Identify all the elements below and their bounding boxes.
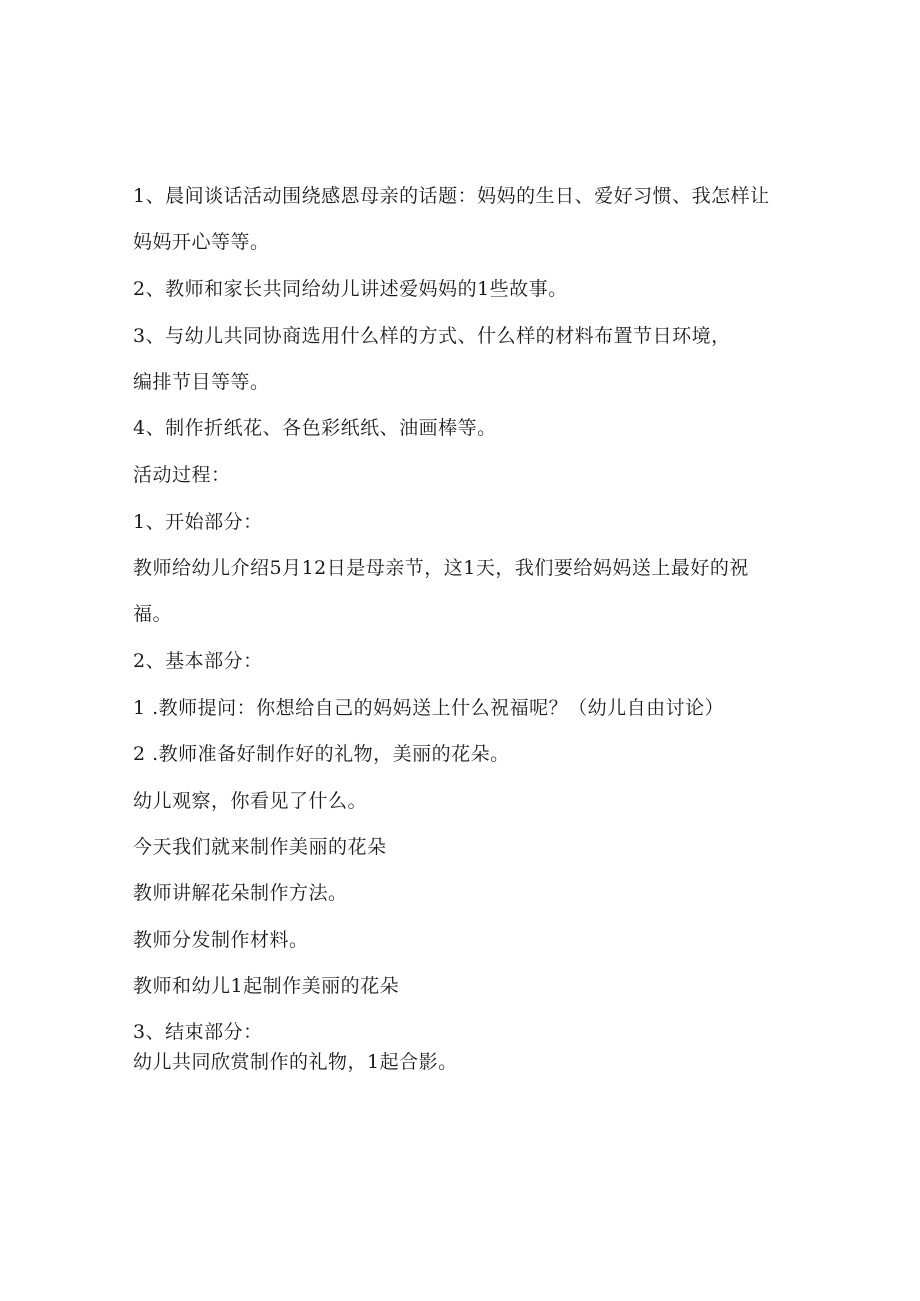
paragraph-line: 幼儿共同欣赏制作的礼物，1起合影。 (133, 1051, 458, 1073)
section-heading: 3、结束部分： (133, 1021, 263, 1043)
paragraph-line: 教师讲解花朵制作方法。 (133, 882, 348, 904)
paragraph-line: 教师给幼儿介绍5月12日是母亲节，这1天，我们要给妈妈送上最好的祝 (133, 557, 749, 579)
section-heading: 2、基本部分： (133, 650, 263, 672)
paragraph-line: 妈妈开心等等。 (133, 231, 270, 253)
section-heading: 1、开始部分： (133, 511, 263, 533)
paragraph-line: 教师分发制作材料。 (133, 929, 309, 951)
paragraph-line: 2、教师和家长共同给幼儿讲述爱妈妈的1些故事。 (133, 278, 568, 300)
paragraph-line: 3、与幼儿共同协商选用什么样的方式、什么样的材料布置节日环境， (133, 325, 731, 347)
paragraph-line: 4、制作折纸花、各色彩纸纸、油画棒等。 (133, 417, 497, 439)
paragraph-line: 今天我们就来制作美丽的花朵 (133, 836, 387, 858)
paragraph-line: 1、晨间谈话活动围绕感恩母亲的话题：妈妈的生日、爱好习惯、我怎样让 (133, 185, 770, 207)
paragraph-line: 2 .教师准备好制作好的礼物，美丽的花朵。 (133, 743, 510, 765)
paragraph-line: 教师和幼儿1起制作美丽的花朵 (133, 975, 400, 997)
paragraph-line: 编排节目等等。 (133, 371, 270, 393)
section-heading: 活动过程： (133, 464, 231, 486)
paragraph-line: 1 .教师提问：你想给自己的妈妈送上什么祝福呢？（幼儿自由讨论） (133, 697, 725, 719)
paragraph-line: 幼儿观察，你看见了什么。 (133, 790, 368, 812)
paragraph-line: 福。 (133, 603, 173, 625)
